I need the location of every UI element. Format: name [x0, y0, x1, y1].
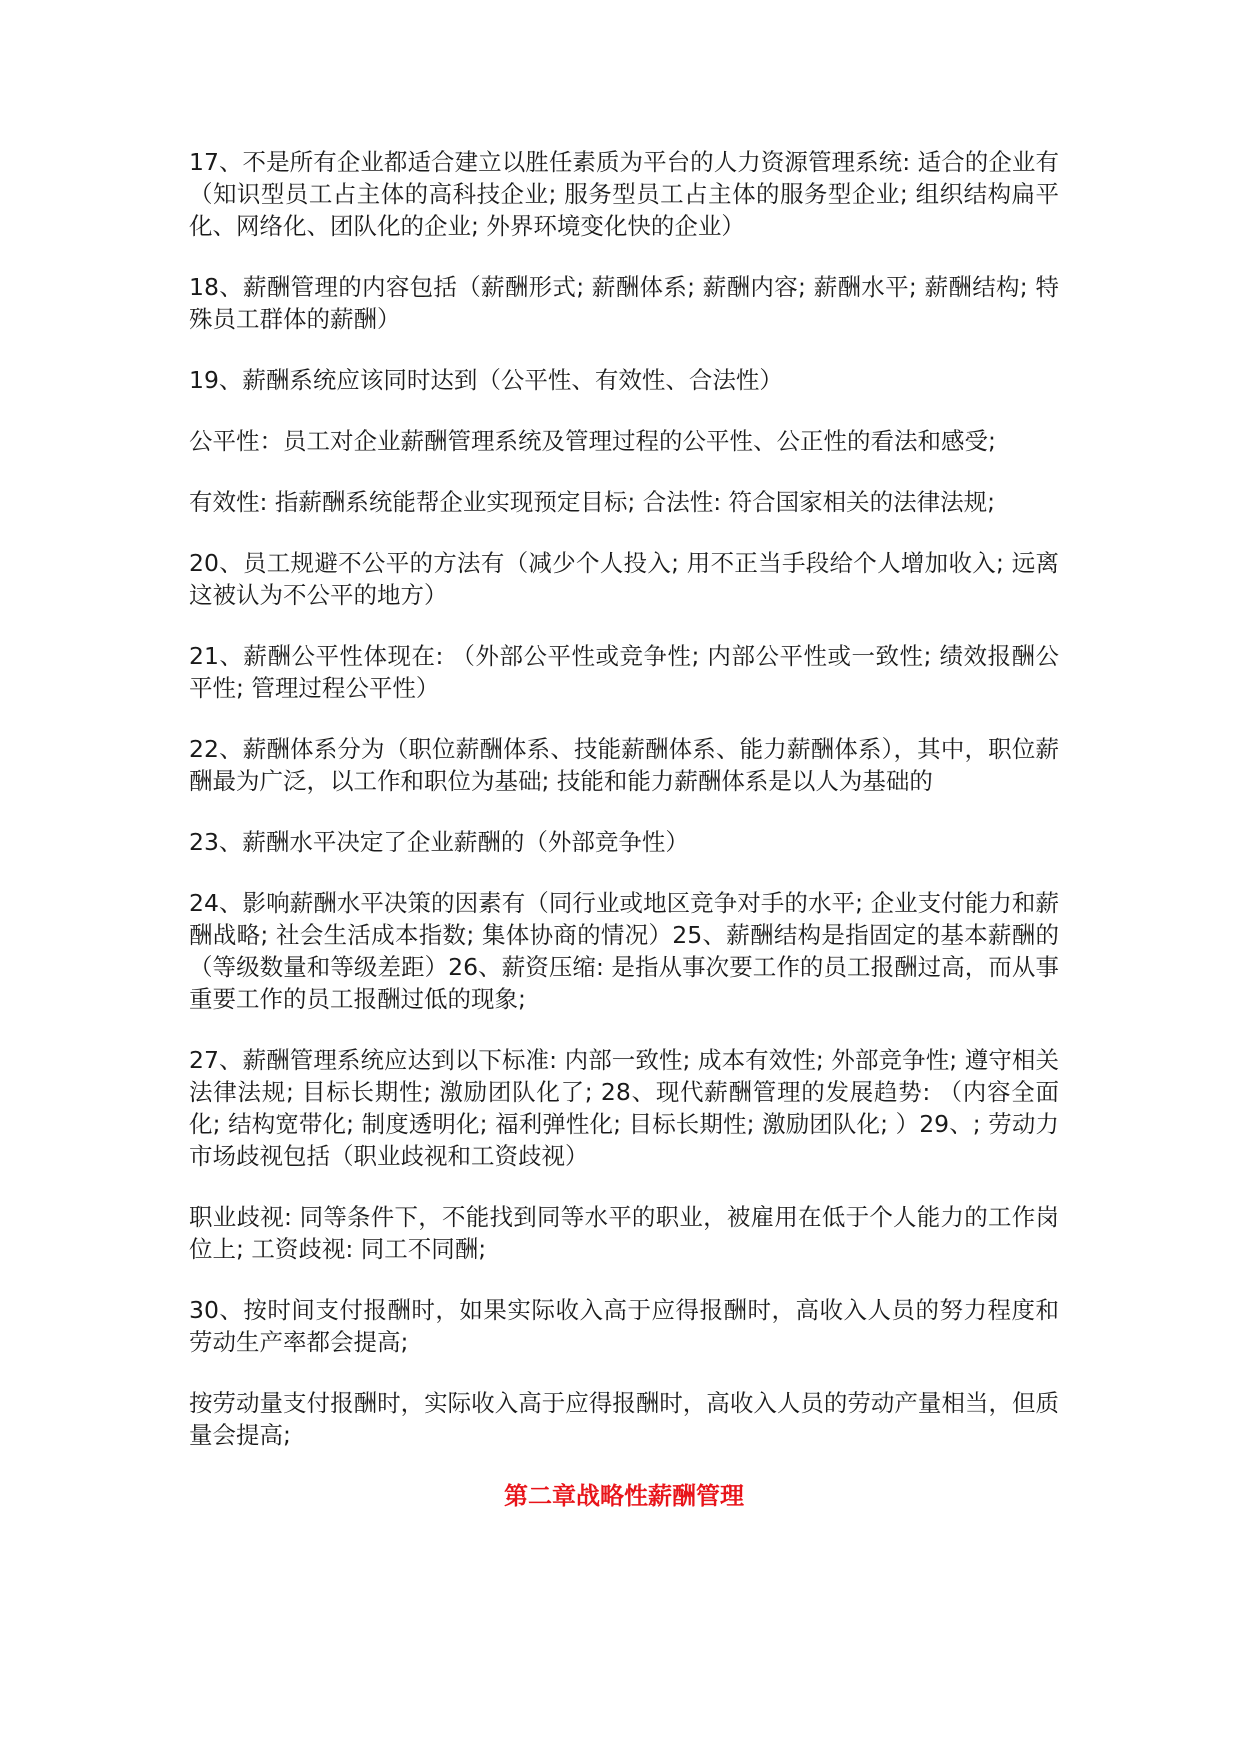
document-body: [189, 146, 1059, 1512]
paragraph-20: 20、员工规避不公平的方法有（减少个人投入; 用不正当手段给个人增加收入; 远离这被认为不公平的地方）: [189, 549, 1059, 609]
paragraph-fairness: 公平性：员工对企业薪酬管理系统及管理过程的公平性、公正性的看法和感受;: [189, 427, 996, 455]
paragraph-22: 22、薪酬体系分为（职位薪酬体系、技能薪酬体系、能力薪酬体系），其中，职位薪酬最为广泛，以工作和职位为基础; 技能和能力薪酬体系是以人为基础的: [189, 735, 1059, 795]
paragraph-effectiveness: 有效性: 指薪酬系统能帮企业实现预定目标; 合法性: 符合国家相关的法律法规;: [189, 488, 996, 516]
paragraph-27-29: 27、薪酬管理系统应达到以下标准: 内部一致性; 成本有效性; 外部竞争性; 遵守相关法律法规; 目标长期性; 激励团队化了; 28、现代薪酬管理的发展趋势: （内容全面化; 结构宽带化; 制度透明化; 福利弹性化; 目标长期性; 激励团队化; ）29、; 劳动力市场歧视包括（职业歧视和工资歧视）: [189, 1046, 1059, 1170]
paragraph-19: 19、薪酬系统应该同时达到（公平性、有效性、合法性）: [189, 366, 783, 394]
paragraph-23: 23、薪酬水平决定了企业薪酬的（外部竞争性）: [189, 828, 689, 856]
paragraph-piece-rate: 按劳动量支付报酬时，实际收入高于应得报酬时，高收入人员的劳动产量相当，但质量会提高;: [189, 1389, 1059, 1449]
paragraph-21: 21、薪酬公平性体现在: （外部公平性或竞争性; 内部公平性或一致性; 绩效报酬公平性; 管理过程公平性）: [189, 642, 1059, 702]
paragraph-30: 30、按时间支付报酬时，如果实际收入高于应得报酬时，高收入人员的努力程度和劳动生产率都会提高;: [189, 1296, 1059, 1356]
paragraph-17: 17、不是所有企业都适合建立以胜任素质为平台的人力资源管理系统: 适合的企业有（知识型员工占主体的高科技企业; 服务型员工占主体的服务型企业; 组织结构扁平化、网络化、团队化的企业; 外界环境变化快的企业）: [189, 148, 1059, 240]
paragraph-18: 18、薪酬管理的内容包括（薪酬形式; 薪酬体系; 薪酬内容; 薪酬水平; 薪酬结构; 特殊员工群体的薪酬）: [189, 273, 1059, 333]
chapter-heading: 第二章战略性薪酬管理: [504, 1482, 744, 1510]
paragraph-discrimination: 职业歧视: 同等条件下，不能找到同等水平的职业，被雇用在低于个人能力的工作岗位上; 工资歧视: 同工不同酬;: [189, 1203, 1059, 1263]
paragraph-24-26: 24、影响薪酬水平决策的因素有（同行业或地区竞争对手的水平; 企业支付能力和薪酬战略; 社会生活成本指数; 集体协商的情况）25、薪酬结构是指固定的基本薪酬的（等级数量和等级差距）26、薪资压缩: 是指从事次要工作的员工报酬过高，而从事重要工作的员工报酬过低的现象;: [189, 889, 1059, 1013]
